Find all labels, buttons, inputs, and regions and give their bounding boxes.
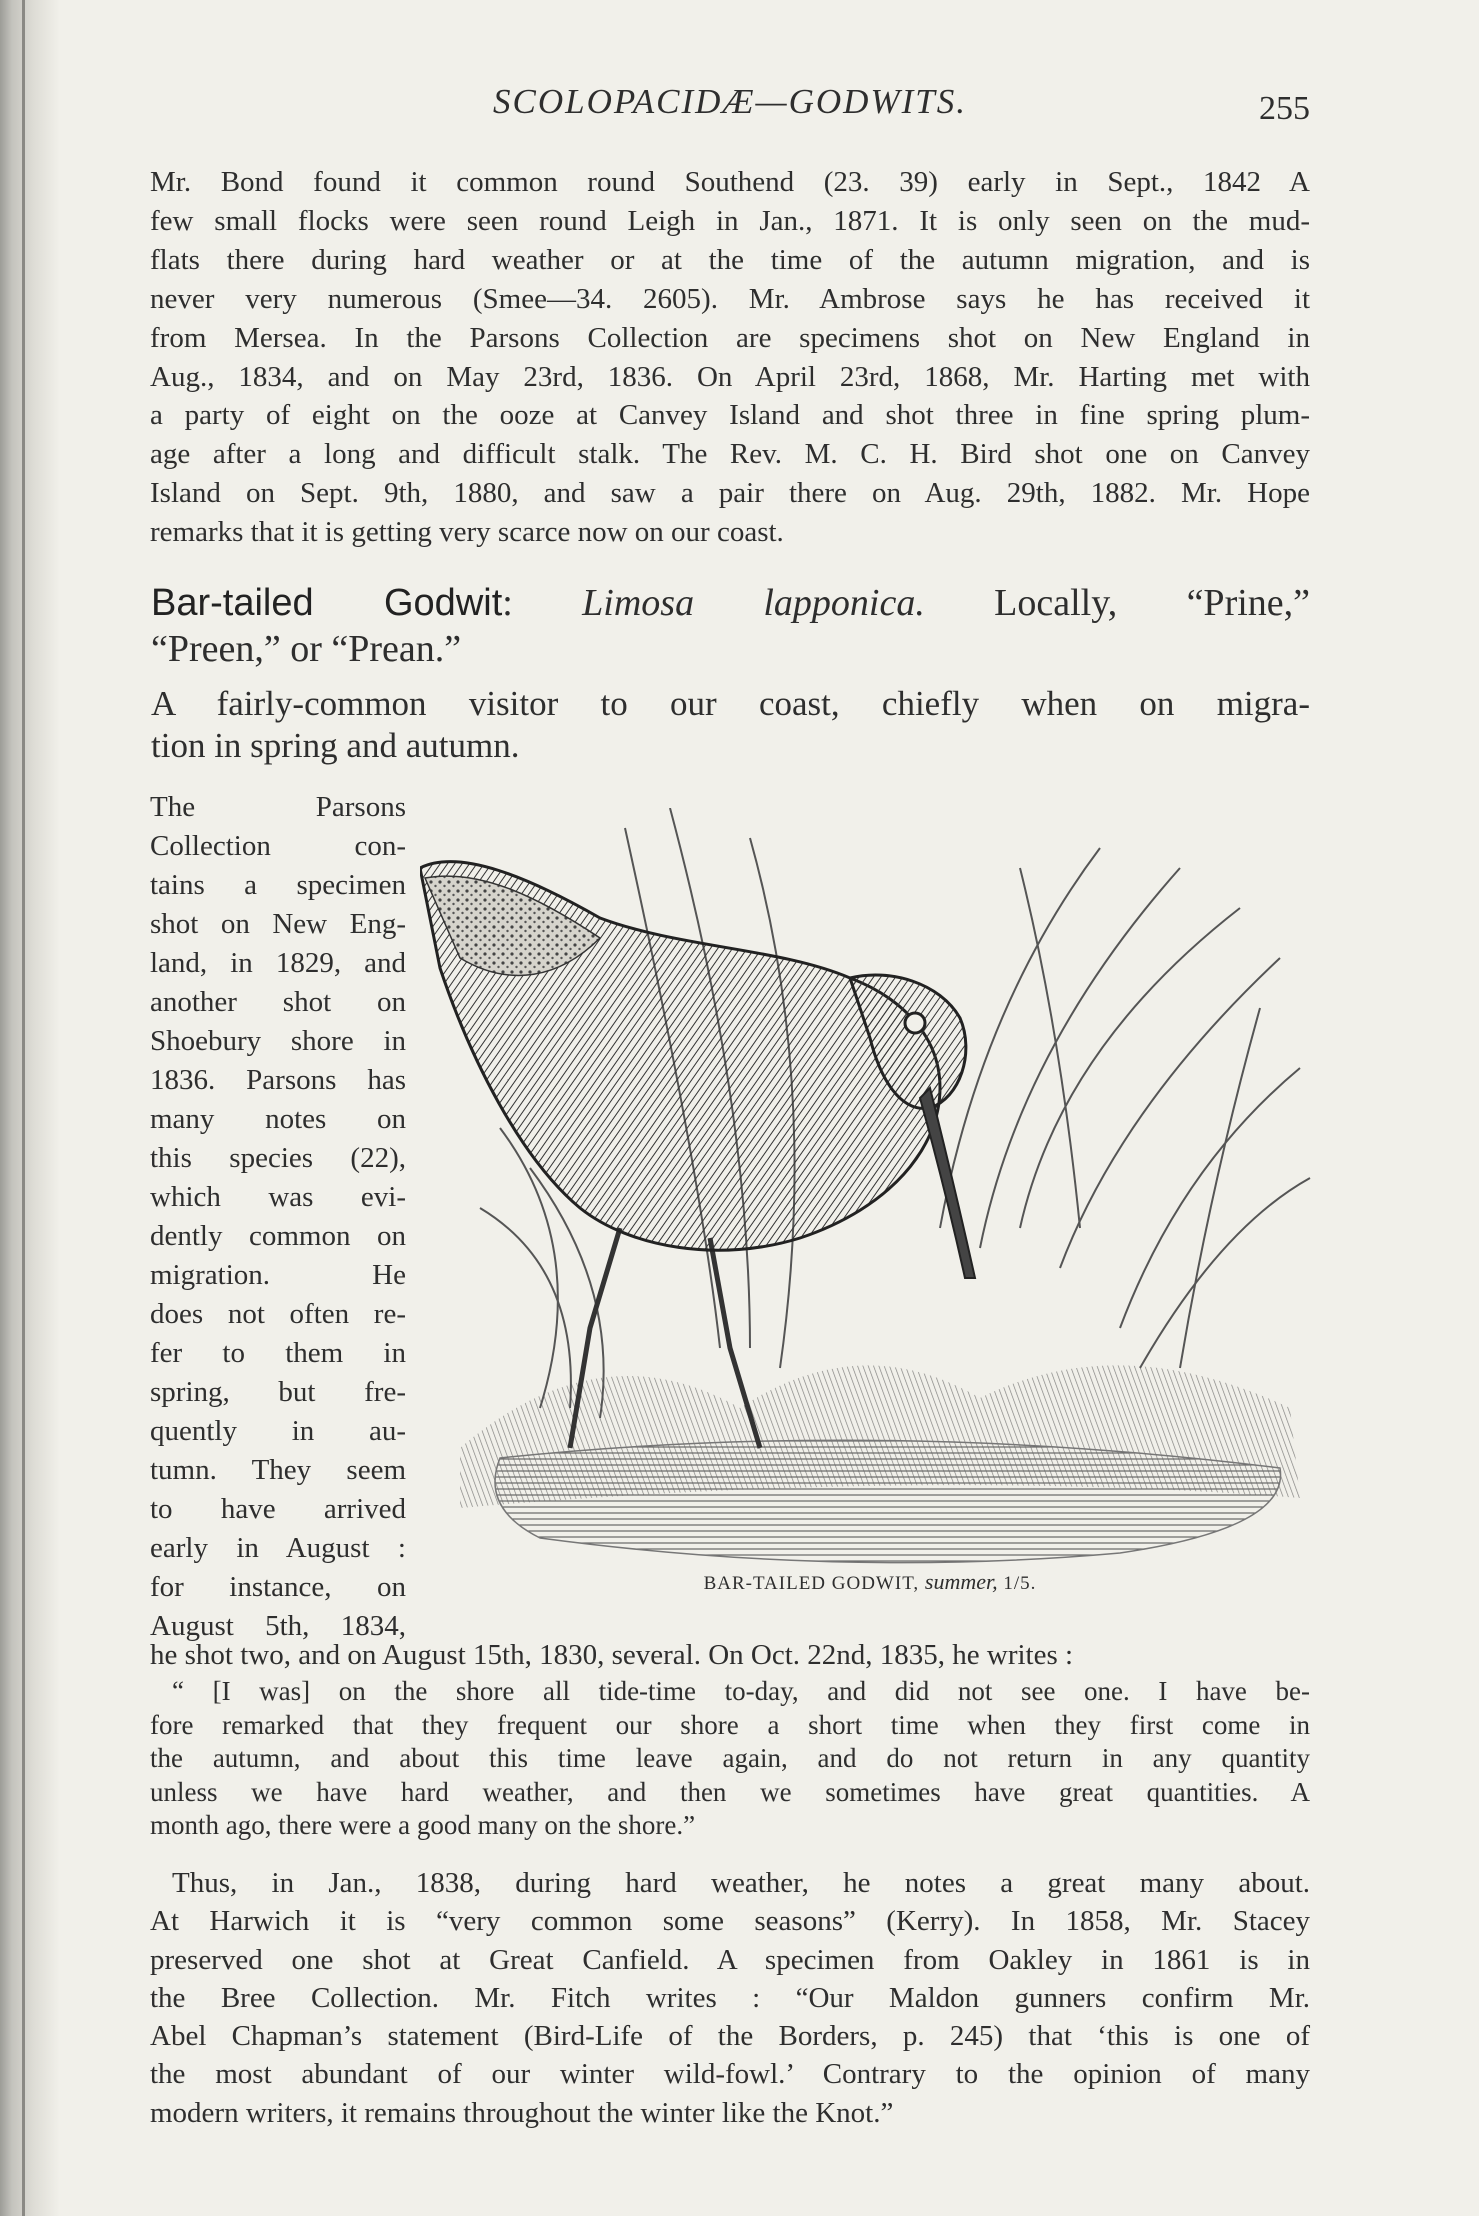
text-line: the most abundant of our winter wild-fowl.’ Contrary to the opinion of many <box>150 2058 1310 2091</box>
quote-line: fore remarked that they frequent our shore a short time when they first come in <box>150 1709 1310 1740</box>
continued-text <box>150 1636 1310 1675</box>
text-line: Island on Sept. 9th, 1880, and saw a pair there on Aug. 29th, 1882. Mr. Hope <box>150 477 1310 510</box>
caption-season: summer, <box>924 1569 998 1594</box>
column-line: does not often re- <box>150 1298 406 1330</box>
text-line: flats there during hard weather or at the time of the autumn migration, and is <box>150 243 1310 276</box>
page-edge-line <box>22 0 25 2216</box>
column-line: early in August : <box>150 1532 406 1564</box>
text-line: At Harwich it is “very common some seasons” (Kerry). In 1858, Mr. Stacey <box>150 1905 1310 1938</box>
column-line: for instance, on <box>150 1571 406 1603</box>
page-header <box>150 78 1310 138</box>
text-line: age after a long and difficult stalk. The Rev. M. C. H. Bird shot one on Canvey <box>150 438 1310 471</box>
quote-line: unless we have hard weather, and then we sometimes have great quantities. A <box>150 1776 1310 1807</box>
species-heading <box>151 580 1310 672</box>
column-line: Collection con- <box>150 830 406 862</box>
text-line: he shot two, and on August 15th, 1830, several. On Oct. 22nd, 1835, he writes : <box>150 1639 1074 1671</box>
godwit-illustration <box>420 808 1320 1568</box>
text-line: few small flocks were seen round Leigh in Jan., 1871. It is only seen on the mud- <box>150 204 1310 237</box>
column-line: many notes on <box>150 1103 406 1135</box>
heading-colon: : <box>502 582 513 624</box>
text-line: A fairly-common visitor to our coast, chiefly when on migra- <box>151 684 1310 723</box>
text-line: preserved one shot at Great Canfield. A specimen from Oakley in 1861 is in <box>150 1943 1310 1976</box>
local-names-rest: “Preen,” or “Prean.” <box>151 628 462 670</box>
quote-line: month ago, there were a good many on the shore.” <box>150 1810 696 1840</box>
text-line: from Mersea. In the Parsons Collection are specimens shot on New England in <box>150 321 1310 354</box>
text-line: modern writers, it remains throughout the winter like the Knot.” <box>150 2096 894 2129</box>
bird-engraving <box>420 808 1320 1568</box>
bird-eye <box>905 1013 925 1033</box>
block-quote <box>150 1675 1310 1843</box>
text-line: Mr. Bond found it common round Southend (23. 39) early in Sept., 1842 A <box>150 166 1310 198</box>
column-line: tumn. They seem <box>150 1454 406 1486</box>
column-line: shot on New Eng- <box>150 908 406 940</box>
intro-paragraph <box>151 683 1310 767</box>
column-line: which was evi- <box>150 1181 406 1213</box>
column-line: August 5th, 1834, <box>150 1610 406 1642</box>
quote-line: “ [I was] on the shore all tide-time to-day, and did not see one. I have be- <box>172 1676 1310 1706</box>
text-line: Thus, in Jan., 1838, during hard weather, he notes a great many about. <box>172 1867 1310 1899</box>
column-line: fer to them in <box>150 1337 406 1369</box>
book-spine-shadow <box>0 0 60 2216</box>
caption-scale: 1/5. <box>1003 1573 1037 1594</box>
column-line: to have arrived <box>150 1493 406 1525</box>
column-line: land, in 1829, and <box>150 947 406 979</box>
column-line: The Parsons <box>150 791 406 823</box>
column-line: quently in au- <box>150 1415 406 1447</box>
column-line: migration. He <box>150 1259 406 1291</box>
text-line: a party of eight on the ooze at Canvey Island and shot three in fine spring plum- <box>150 399 1310 432</box>
text-line: remarks that it is getting very scarce now on our coast. <box>150 516 784 549</box>
column-line: spring, but fre- <box>150 1376 406 1408</box>
running-title: SCOLOPACIDÆ—GODWITS. <box>493 82 967 121</box>
column-line: 1836. Parsons has <box>150 1064 406 1096</box>
column-line: Shoebury shore in <box>150 1025 406 1057</box>
species-latin-name: Limosa lapponica. <box>582 582 925 624</box>
final-paragraph <box>150 1864 1310 2132</box>
caption-text: BAR-TAILED GODWIT, <box>703 1573 920 1594</box>
text-line: Abel Chapman’s statement (Bird-Life of the Borders, p. 245) that ‘this is one of <box>150 2020 1310 2053</box>
text-line: never very numerous (Smee—34. 2605). Mr. Ambrose says he has received it <box>150 282 1310 315</box>
column-line: another shot on <box>150 986 406 1018</box>
column-line: dently common on <box>150 1220 406 1252</box>
species-common-name: Bar-tailed Godwit <box>151 582 503 624</box>
quote-line: the autumn, and about this time leave again, and do not return in any quantity <box>150 1743 1310 1773</box>
figure-caption <box>420 1569 1320 1595</box>
text-line: Aug., 1834, and on May 23rd, 1836. On April 23rd, 1868, Mr. Harting met with <box>150 360 1310 393</box>
page-number: 255 <box>1259 90 1310 127</box>
top-paragraph <box>150 163 1310 552</box>
wrapped-column-text <box>150 788 406 1646</box>
column-line: this species (22), <box>150 1142 406 1174</box>
local-names-start: Locally, “Prine,” <box>994 582 1311 624</box>
column-line: tains a specimen <box>150 869 406 901</box>
text-line: the Bree Collection. Mr. Fitch writes : “Our Maldon gunners confirm Mr. <box>150 1981 1310 2014</box>
water-surface <box>495 1440 1281 1562</box>
text-line: tion in spring and autumn. <box>151 726 520 765</box>
